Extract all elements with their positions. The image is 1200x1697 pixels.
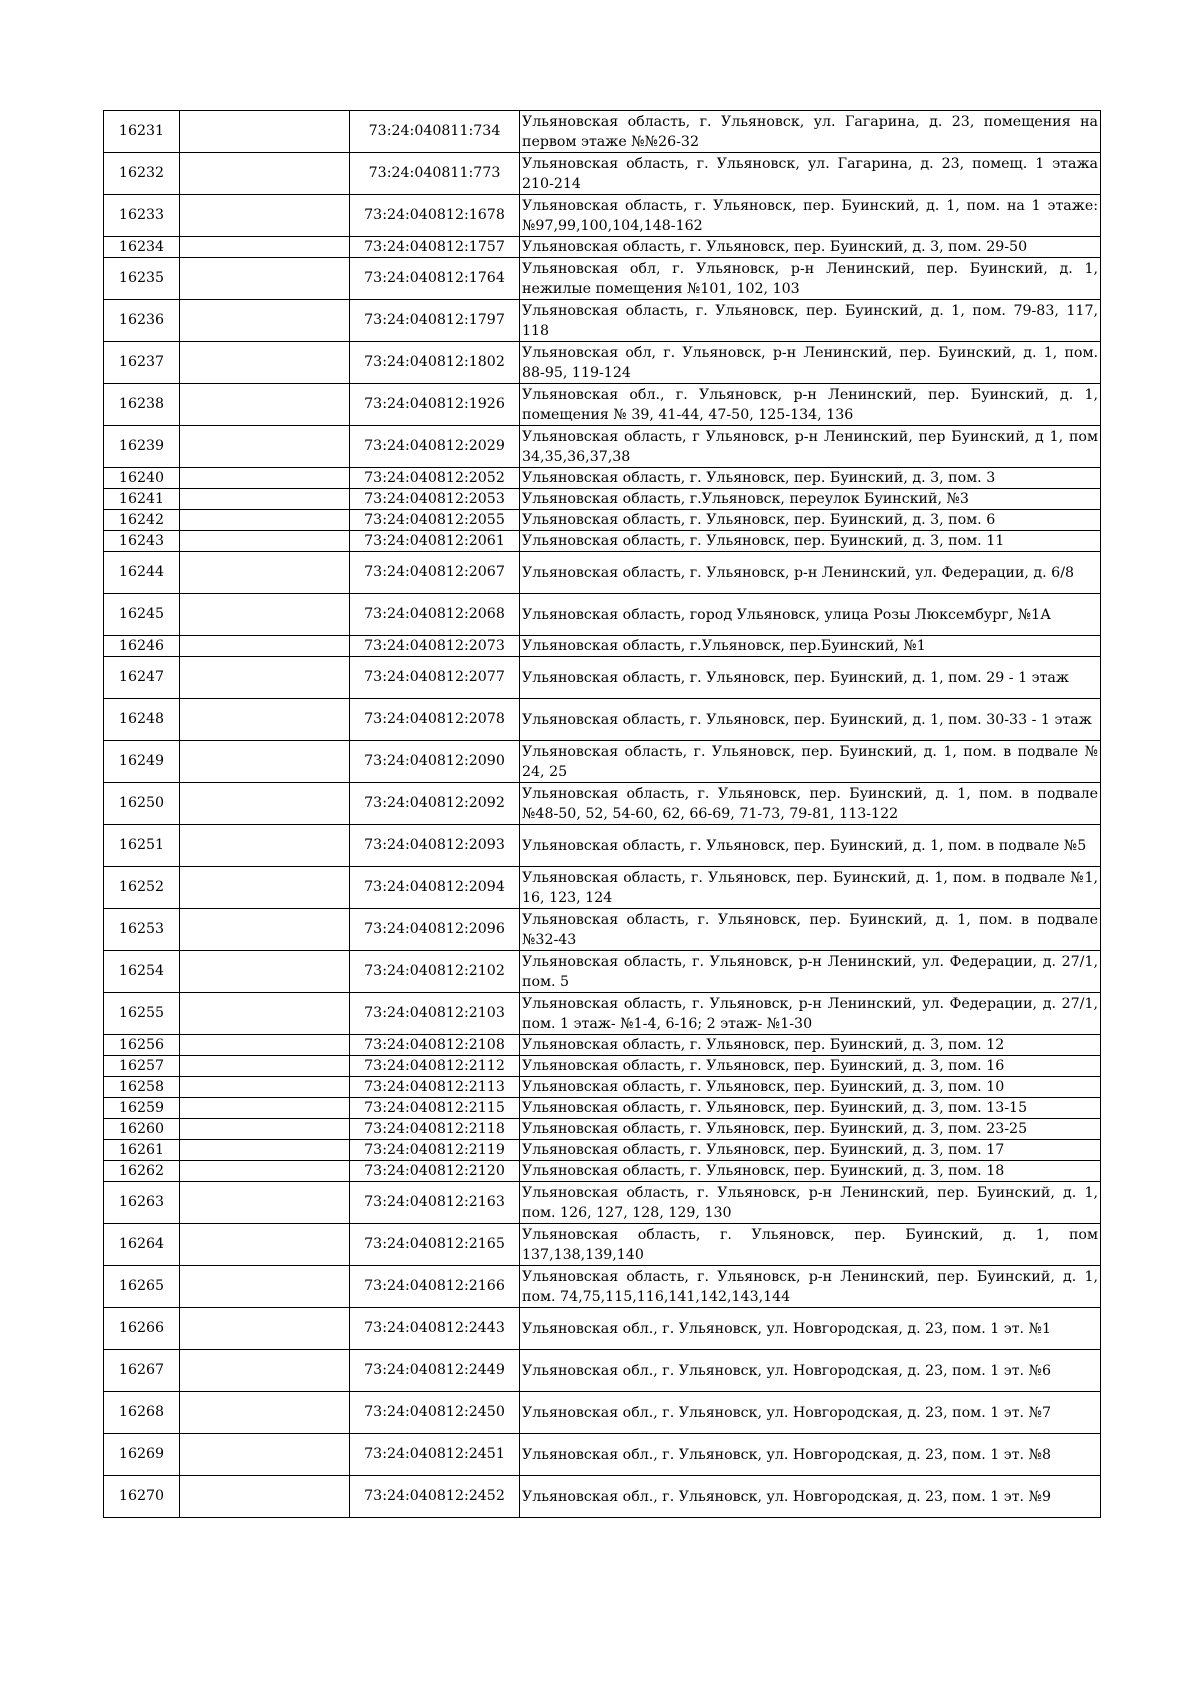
table-body (104, 111, 1101, 1518)
row-number-cell: 16235 (104, 258, 180, 300)
blank-cell (180, 741, 350, 783)
cadastral-number-cell: 73:24:040812:2096 (350, 909, 520, 951)
row-number-cell: 16234 (104, 237, 180, 258)
cadastral-number-cell: 73:24:040812:2055 (350, 510, 520, 531)
row-number-cell: 16267 (104, 1350, 180, 1392)
row-number-cell: 16237 (104, 342, 180, 384)
cadastral-number-cell: 73:24:040812:2118 (350, 1119, 520, 1140)
cadastral-number-cell: 73:24:040812:2115 (350, 1098, 520, 1119)
table-row (104, 195, 1101, 237)
row-number-cell: 16270 (104, 1476, 180, 1518)
table-row (104, 1392, 1101, 1434)
cadastral-number-cell: 73:24:040812:1757 (350, 237, 520, 258)
table-row (104, 1119, 1101, 1140)
cadastral-number-cell: 73:24:040812:2165 (350, 1224, 520, 1266)
blank-cell (180, 993, 350, 1035)
row-number-cell: 16242 (104, 510, 180, 531)
address-cell: Ульяновская область, г. Ульяновск, пер. Буинский, д. 3, пом. 23-25 (520, 1119, 1101, 1140)
row-number-cell: 16254 (104, 951, 180, 993)
document-page (103, 110, 1100, 1518)
blank-cell (180, 1077, 350, 1098)
cadastral-number-cell: 73:24:040812:2061 (350, 531, 520, 552)
row-number-cell: 16263 (104, 1182, 180, 1224)
cadastral-number-cell: 73:24:040812:2112 (350, 1056, 520, 1077)
cadastral-number-cell: 73:24:040812:2073 (350, 636, 520, 657)
table-row (104, 1056, 1101, 1077)
row-number-cell: 16250 (104, 783, 180, 825)
table-row (104, 153, 1101, 195)
table-row (104, 636, 1101, 657)
blank-cell (180, 657, 350, 699)
cadastral-number-cell: 73:24:040812:2067 (350, 552, 520, 594)
blank-cell (180, 300, 350, 342)
table-row (104, 531, 1101, 552)
blank-cell (180, 1308, 350, 1350)
blank-cell (180, 1119, 350, 1140)
table-row (104, 1035, 1101, 1056)
table-row (104, 1266, 1101, 1308)
blank-cell (180, 867, 350, 909)
address-cell: Ульяновская область, г. Ульяновск, пер. Буинский, д. 1, пом. в подвале №1, 16, 123, 124 (520, 867, 1101, 909)
table-row (104, 909, 1101, 951)
cadastral-number-cell: 73:24:040812:2090 (350, 741, 520, 783)
blank-cell (180, 342, 350, 384)
cadastral-number-cell: 73:24:040812:1678 (350, 195, 520, 237)
row-number-cell: 16255 (104, 993, 180, 1035)
table-row (104, 1308, 1101, 1350)
blank-cell (180, 426, 350, 468)
cadastral-number-cell: 73:24:040812:2449 (350, 1350, 520, 1392)
blank-cell (180, 1140, 350, 1161)
cadastral-number-cell: 73:24:040812:2450 (350, 1392, 520, 1434)
row-number-cell: 16251 (104, 825, 180, 867)
blank-cell (180, 699, 350, 741)
blank-cell (180, 258, 350, 300)
blank-cell (180, 1161, 350, 1182)
cadastral-number-cell: 73:24:040812:2029 (350, 426, 520, 468)
blank-cell (180, 951, 350, 993)
row-number-cell: 16243 (104, 531, 180, 552)
cadastral-number-cell: 73:24:040812:1802 (350, 342, 520, 384)
address-cell: Ульяновская область, г. Ульяновск, р-н Ленинский, ул. Федерации, д. 27/1, пом. 5 (520, 951, 1101, 993)
row-number-cell: 16249 (104, 741, 180, 783)
address-cell: Ульяновская область, г. Ульяновск, пер. Буинский, д. 1, пом. в подвале №32-43 (520, 909, 1101, 951)
cadastral-number-cell: 73:24:040812:2094 (350, 867, 520, 909)
address-cell: Ульяновская обл., г. Ульяновск, ул. Новгородская, д. 23, пом. 1 эт. №6 (520, 1350, 1101, 1392)
cadastral-number-cell: 73:24:040812:2451 (350, 1434, 520, 1476)
row-number-cell: 16265 (104, 1266, 180, 1308)
row-number-cell: 16240 (104, 468, 180, 489)
row-number-cell: 16268 (104, 1392, 180, 1434)
row-number-cell: 16260 (104, 1119, 180, 1140)
table-row (104, 594, 1101, 636)
row-number-cell: 16248 (104, 699, 180, 741)
table-row (104, 993, 1101, 1035)
address-cell: Ульяновская обл., г. Ульяновск, ул. Новгородская, д. 23, пом. 1 эт. №8 (520, 1434, 1101, 1476)
table-row (104, 783, 1101, 825)
blank-cell (180, 531, 350, 552)
address-cell: Ульяновская область, г.Ульяновск, пер.Буинский, №1 (520, 636, 1101, 657)
address-cell: Ульяновская область, г. Ульяновск, пер. Буинский, д. 1, пом. в подвале №48-50, 52, 54-60, 62, 66-69, 71-73, 79-81, 113-122 (520, 783, 1101, 825)
cadastral-number-cell: 73:24:040812:1764 (350, 258, 520, 300)
row-number-cell: 16261 (104, 1140, 180, 1161)
cadastral-number-cell: 73:24:040812:2102 (350, 951, 520, 993)
cadastral-number-cell: 73:24:040812:2163 (350, 1182, 520, 1224)
table-row (104, 1350, 1101, 1392)
blank-cell (180, 825, 350, 867)
blank-cell (180, 1056, 350, 1077)
table-row (104, 510, 1101, 531)
cadastral-number-cell: 73:24:040812:2078 (350, 699, 520, 741)
row-number-cell: 16239 (104, 426, 180, 468)
address-cell: Ульяновская область, г. Ульяновск, пер. Буинский, д. 3, пом. 29-50 (520, 237, 1101, 258)
address-cell: Ульяновская область, г. Ульяновск, пер. Буинский, д. 1, пом. в подвале №5 (520, 825, 1101, 867)
table-row (104, 1077, 1101, 1098)
address-cell: Ульяновская обл., г. Ульяновск, р-н Ленинский, пер. Буинский, д. 1, помещения № 39, 41-44, 47-50, 125-134, 136 (520, 384, 1101, 426)
address-cell: Ульяновская область, г. Ульяновск, пер. Буинский, д. 1, пом. на 1 этаже: №97,99,100,104,148-162 (520, 195, 1101, 237)
address-cell: Ульяновская область, г. Ульяновск, р-н Ленинский, ул. Федерации, д. 27/1, пом. 1 этаж- №1-4, 6-16; 2 этаж- №1-30 (520, 993, 1101, 1035)
table-row (104, 1098, 1101, 1119)
blank-cell (180, 1182, 350, 1224)
table-row (104, 426, 1101, 468)
cadastral-number-cell: 73:24:040812:2443 (350, 1308, 520, 1350)
blank-cell (180, 594, 350, 636)
table-row (104, 1161, 1101, 1182)
address-cell: Ульяновская область, г Ульяновск, р-н Ленинский, пер Буинский, д 1, пом 34,35,36,37,38 (520, 426, 1101, 468)
row-number-cell: 16259 (104, 1098, 180, 1119)
address-cell: Ульяновская область, г. Ульяновск, ул. Гагарина, д. 23, помещ. 1 этажа 210-214 (520, 153, 1101, 195)
row-number-cell: 16247 (104, 657, 180, 699)
cadastral-number-cell: 73:24:040812:2068 (350, 594, 520, 636)
row-number-cell: 16245 (104, 594, 180, 636)
table-row (104, 657, 1101, 699)
address-cell: Ульяновская область, г. Ульяновск, пер. Буинский, д. 1, пом. 29 - 1 этаж (520, 657, 1101, 699)
row-number-cell: 16252 (104, 867, 180, 909)
cadastral-number-cell: 73:24:040812:2103 (350, 993, 520, 1035)
row-number-cell: 16236 (104, 300, 180, 342)
address-cell: Ульяновская область, г. Ульяновск, пер. Буинский, д. 3, пом. 13-15 (520, 1098, 1101, 1119)
table-row (104, 237, 1101, 258)
cadastral-number-cell: 73:24:040812:2077 (350, 657, 520, 699)
blank-cell (180, 153, 350, 195)
blank-cell (180, 1098, 350, 1119)
row-number-cell: 16256 (104, 1035, 180, 1056)
table-row (104, 468, 1101, 489)
table-row (104, 1476, 1101, 1518)
row-number-cell: 16246 (104, 636, 180, 657)
cadastral-number-cell: 73:24:040812:2052 (350, 468, 520, 489)
address-cell: Ульяновская обл, г. Ульяновск, р-н Ленинский, пер. Буинский, д. 1, нежилые помещения №101, 102, 103 (520, 258, 1101, 300)
cadastral-number-cell: 73:24:040812:2092 (350, 783, 520, 825)
table-row (104, 951, 1101, 993)
address-cell: Ульяновская область, г. Ульяновск, пер. Буинский, д. 3, пом. 11 (520, 531, 1101, 552)
address-cell: Ульяновская обл., г. Ульяновск, ул. Новгородская, д. 23, пом. 1 эт. №9 (520, 1476, 1101, 1518)
cadastral-number-cell: 73:24:040812:2053 (350, 489, 520, 510)
table-row (104, 1224, 1101, 1266)
blank-cell (180, 510, 350, 531)
table-row (104, 489, 1101, 510)
property-table (103, 110, 1101, 1518)
table-row (104, 300, 1101, 342)
address-cell: Ульяновская область, г. Ульяновск, пер. Буинский, д. 3, пом. 10 (520, 1077, 1101, 1098)
address-cell: Ульяновская область, г. Ульяновск, пер. Буинский, д. 3, пом. 17 (520, 1140, 1101, 1161)
row-number-cell: 16266 (104, 1308, 180, 1350)
cadastral-number-cell: 73:24:040812:1926 (350, 384, 520, 426)
table-row (104, 552, 1101, 594)
blank-cell (180, 468, 350, 489)
cadastral-number-cell: 73:24:040811:734 (350, 111, 520, 153)
table-row (104, 258, 1101, 300)
address-cell: Ульяновская область, г. Ульяновск, пер. Буинский, д. 1, пом. 30-33 - 1 этаж (520, 699, 1101, 741)
table-row (104, 699, 1101, 741)
blank-cell (180, 1035, 350, 1056)
row-number-cell: 16258 (104, 1077, 180, 1098)
address-cell: Ульяновская область, город Ульяновск, улица Розы Люксембург, №1А (520, 594, 1101, 636)
table-row (104, 1140, 1101, 1161)
row-number-cell: 16264 (104, 1224, 180, 1266)
address-cell: Ульяновская область, г. Ульяновск, пер. Буинский, д. 1, пом. 79-83, 117, 118 (520, 300, 1101, 342)
blank-cell (180, 1434, 350, 1476)
row-number-cell: 16257 (104, 1056, 180, 1077)
row-number-cell: 16253 (104, 909, 180, 951)
address-cell: Ульяновская область, г. Ульяновск, р-н Ленинский, пер. Буинский, д. 1, пом. 74,75,115,116,141,142,143,144 (520, 1266, 1101, 1308)
row-number-cell: 16244 (104, 552, 180, 594)
cadastral-number-cell: 73:24:040812:2166 (350, 1266, 520, 1308)
address-cell: Ульяновская область, г. Ульяновск, пер. Буинский, д. 1, пом 137,138,139,140 (520, 1224, 1101, 1266)
row-number-cell: 16238 (104, 384, 180, 426)
cadastral-number-cell: 73:24:040812:2113 (350, 1077, 520, 1098)
table-row (104, 342, 1101, 384)
blank-cell (180, 111, 350, 153)
blank-cell (180, 1266, 350, 1308)
address-cell: Ульяновская область, г. Ульяновск, р-н Ленинский, пер. Буинский, д. 1, пом. 126, 127, 128, 129, 130 (520, 1182, 1101, 1224)
address-cell: Ульяновская обл., г. Ульяновск, ул. Новгородская, д. 23, пом. 1 эт. №7 (520, 1392, 1101, 1434)
table-row (104, 741, 1101, 783)
cadastral-number-cell: 73:24:040812:2093 (350, 825, 520, 867)
address-cell: Ульяновская область, г. Ульяновск, пер. Буинский, д. 3, пом. 3 (520, 468, 1101, 489)
row-number-cell: 16269 (104, 1434, 180, 1476)
address-cell: Ульяновская область, г. Ульяновск, пер. Буинский, д. 1, пом. в подвале № 24, 25 (520, 741, 1101, 783)
cadastral-number-cell: 73:24:040812:2452 (350, 1476, 520, 1518)
blank-cell (180, 1476, 350, 1518)
table-row (104, 867, 1101, 909)
row-number-cell: 16232 (104, 153, 180, 195)
table-row (104, 1434, 1101, 1476)
address-cell: Ульяновская область, г. Ульяновск, пер. Буинский, д. 3, пом. 18 (520, 1161, 1101, 1182)
blank-cell (180, 1392, 350, 1434)
blank-cell (180, 384, 350, 426)
blank-cell (180, 909, 350, 951)
address-cell: Ульяновская обл., г. Ульяновск, ул. Новгородская, д. 23, пом. 1 эт. №1 (520, 1308, 1101, 1350)
address-cell: Ульяновская область, г. Ульяновск, пер. Буинский, д. 3, пом. 6 (520, 510, 1101, 531)
blank-cell (180, 195, 350, 237)
address-cell: Ульяновская область, г. Ульяновск, ул. Гагарина, д. 23, помещения на первом этаже №№26-32 (520, 111, 1101, 153)
table-row (104, 1182, 1101, 1224)
blank-cell (180, 489, 350, 510)
row-number-cell: 16262 (104, 1161, 180, 1182)
cadastral-number-cell: 73:24:040811:773 (350, 153, 520, 195)
table-row (104, 384, 1101, 426)
cadastral-number-cell: 73:24:040812:2119 (350, 1140, 520, 1161)
table-row (104, 825, 1101, 867)
address-cell: Ульяновская область, г.Ульяновск, переулок Буинский, №3 (520, 489, 1101, 510)
cadastral-number-cell: 73:24:040812:1797 (350, 300, 520, 342)
row-number-cell: 16233 (104, 195, 180, 237)
address-cell: Ульяновская область, г. Ульяновск, пер. Буинский, д. 3, пом. 16 (520, 1056, 1101, 1077)
blank-cell (180, 783, 350, 825)
blank-cell (180, 237, 350, 258)
address-cell: Ульяновская обл, г. Ульяновск, р-н Ленинский, пер. Буинский, д. 1, пом. 88-95, 119-124 (520, 342, 1101, 384)
row-number-cell: 16231 (104, 111, 180, 153)
blank-cell (180, 1350, 350, 1392)
table-row (104, 111, 1101, 153)
blank-cell (180, 1224, 350, 1266)
row-number-cell: 16241 (104, 489, 180, 510)
cadastral-number-cell: 73:24:040812:2120 (350, 1161, 520, 1182)
address-cell: Ульяновская область, г. Ульяновск, пер. Буинский, д. 3, пом. 12 (520, 1035, 1101, 1056)
blank-cell (180, 552, 350, 594)
blank-cell (180, 636, 350, 657)
cadastral-number-cell: 73:24:040812:2108 (350, 1035, 520, 1056)
address-cell: Ульяновская область, г. Ульяновск, р-н Ленинский, ул. Федерации, д. 6/8 (520, 552, 1101, 594)
